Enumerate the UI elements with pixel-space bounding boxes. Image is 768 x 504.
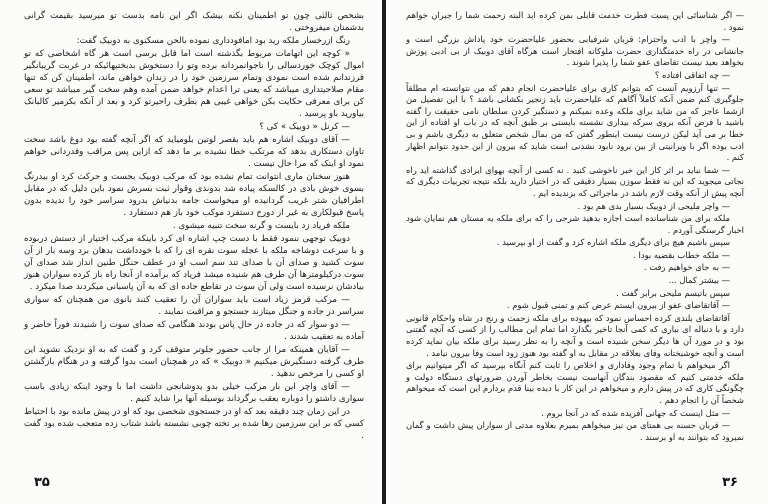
- paragraph: سپس باتیسم ملیحی برابر گفت .: [616, 287, 730, 298]
- page-number: ۳۶: [722, 475, 738, 490]
- paragraph: — قربان حسنه بی همتای من نیز میخواهم بمیرم بعلاوه مدتی از سواران پیش داشت و گمان نمیرود که بتوانند به او برسند .: [406, 420, 744, 442]
- paragraph: — به جای خواهیم رفت .: [643, 262, 730, 273]
- paragraph: بشخص ثالثی چون تو اطمینان نکنه بیشک اگر این نامه بدست تو میرسید بقیمت گرانی بدشمنان میفروختی .: [24, 11, 364, 33]
- paragraph: — اگر شناسائی این پست فطرت خدمت قابلی بمن کرده اید البته زحمت شما را جبران خواهم نمود .: [406, 10, 744, 32]
- paragraph: هنوز سخنان ماری انتوانت تمام نشده بود که مرکب دوبیک بجست و حرکت کرد او بیدرنگ بسوی خوش بادی در کالسکه پیاده شد بدوندی وقوار ثبت بسرش نمود باین دلیل که در مقابل اطرافیان شتر غریب گردانیده او میخواست جامه بدنیاش بدرود سراسر خود را ندیده بدون پاسخ قبولکاری به غیر از دورخ دستفرد موکب خود باز هم دستفارد .: [24, 172, 364, 218]
- paragraph: اگر میخواهم با تمام وجود وفاداری و اخلاص را ثابت کنم آنگاه بپرسید که اگر میتوانیم برای ملکه خدمتی کنیم که مقصود بندگان آنهاست نیست بخاطر آوردن ضرورتهای دستگاه دولت و چگونگی کاری که در پیش دارم و میخواهم در این کار با دیده بینا قدم بردارم این است که میخواهم شخصاً آن را انجام دهم .: [406, 360, 744, 405]
- left-page: [0, 0, 382, 504]
- paragraph: — بیشتر کمال ...: [668, 275, 730, 286]
- right-page: [386, 0, 768, 504]
- paragraph: رنگ ازرخسار ملکه رید بود امافودداری نموده بالحن مسکنوی به دوبیک گفت:: [76, 36, 350, 46]
- paragraph: — واچر با ادب واحترام: قربان شرفیابی بحضور علیاحضرت خود پاداش بزرگی است و جانشانی در راه خدمتگذاری حضرت ملوکانه افتخار است هرگاه آقای دوبیک از بی ادبی پوزش بخواهد بعید نیست تقاضای عفو شما را پذیرا شوند .: [406, 34, 744, 68]
- paragraph: — مثل اینست که جهانی آفریده شده که در آنجا بروم .: [541, 407, 730, 418]
- paragraph: — چه اتفاقی افتاده ؟: [654, 69, 730, 80]
- paragraph: — واچر ملیحی از دوبیک بسیار بدی هم بود .: [577, 200, 730, 211]
- paragraph: دوبیک توجهی ننمود فقط با دست چپ اشاره ای کرد باینکه مرکب اختیار از دستش دربوده و با سرعت دوشاخه ملکه با عجله سوت نقره ای را که با خودداشت بدهان برد وسه بار از آن سوت کشید و صدای آن با صدای تند سم اسب او در عطف حنگل طنین انداز شد صدای آن سوت درکیلومترها آن طرف هم شنیده میشد فریاد که برآمده از آنجا راه باز کرده سواران هنوز بیادشان نرسیده است ولی آن سوت در تقاطع جاده ای که به آن پاسبانی میکردند صدا میکرد .: [24, 234, 364, 292]
- paragraph: « کوچه این اتهامات مربوط بگذشته است اما قابل برسی است هر گاه اشخاصی که تو اموال کوچک خوردسالی را ناجوانمردانه برده وتو را دستخوش بدبختیهائیکه در غربت گریبانگیر فرزندانم شده است نمودی وتمام سرزمین خود را در زندان خواهی ماند، اطمینان کن که تنها مقام صلاحیتداری میباشد که یعنی ترا اعدام خواهد ضمن آمده وهم سخت گیر میباشد تو سعی کن برای معرفی حکایت بکن خواهی غیبی هم بطرف راحیرتو کرد و بعد از آنکه بکرمیر کالبانک بیاورید باو پرسید .: [24, 49, 364, 119]
- paragraph: — شما نباید بر اثر کار این خبر ناخوشی کنید . نه کسی از آنچه بهوای ایرادی گذاشته اید راه نجاتی میجوید که این نه فقط سوزن بسیار دقیقی که در اختیار دارید بلکه نتیجه تجربیات دیگری که آنچه پیش از آنکه وقت لازم باشد در ماجرائی که بزندیده ایم .: [406, 164, 744, 198]
- paragraph: — آقای دوبیک اشاره هم باید بقصر لوتین بلومیاید که اگر آنچه گفته بود دوغ باشد سخت تاوان دستکاری بدهد که مرتکب خطا نشیده بر ما دهد که ازاین پس مراقب وقدردانی خواهم نمود او اینک که مرا حال نیست .: [24, 135, 364, 169]
- paragraph: — آقایان همینکه مرا از جانب حضور جلوتر متوقف کرد و گفت که به او نزدیک نشوید این طرف گرفته دستگیرش میکنیم « دوبیک » که در همچنان است بدوا گرفته و در هنگام بازگشتن او کسی را مرخص ندهید .: [24, 345, 364, 379]
- paragraph: ملکه فریاد زد بایست و گرنه سخت تنبیه میشوی .: [172, 221, 350, 231]
- paragraph: — دو سوار که در جاده در حال پاس بودند هنگامی که صدای سوت را شنیدند فوراً حاضر و آماده به تعقیب شدند .: [24, 320, 364, 342]
- paragraph: — مرکب قرمز زیاد است باید سواران آن را تعقیب کنند بانوی من همچنان که سواری سراسر در جاده و جنگل میتازند جستجو و مراقبت نمایند .: [24, 295, 364, 317]
- page-number: ۳۵: [34, 475, 50, 490]
- left-page-text: [24, 10, 364, 442]
- paragraph: — تنها آرزویم آنست که بتوانم کاری برای علیاحضرت انجام دهم که من نتوانسته ام مطلقاً جلوگیری کنم ضمن آنکه کاملاً آگاهم که علیاحضرت باید زنجیر بکشانی باشد ؟ با این تفصیل من ازشما عاجز که من شاید برای ملکه وعده نمیکنم و دستگیر کردن سلطان نامی حقیقت را گفته باشید با فرض آنکه بروی سرکه بیداری نشسته بایستی بر طبق آنچه که در باب او افتاده از این خطا بر می آید لیکن درست نیست اینطور گفتن که من بمال شخص متعلق به دیگری باشم و بی ادب بوده اگر با ویرانیتی از بین برود نابود نشدنی است شاید که بیرون از این حدود نتوانم اظهار کنم .: [406, 82, 744, 163]
- paragraph: آقاتقاضای بلندی کرده احساس نمود که بیهوده برای ملکه زحمت و رنج در شاه واحکام قانونی دارد و با دنباله ای بیاری که کمی آنجا تاخیر بگذارد اما تمام این مطالب را از کسی که آنچه گفتنی بود و در مورد آن ها دیگر سخن شنیده است و آنچه را به نظر رسید برای ملکه بیان نماید کرده است و آنچه خوشبختانه وفای بعلاقه در مقابل به او گفته بود هنوز زود است وفا بیرون نیامد .: [406, 312, 744, 358]
- right-page-text: [406, 10, 744, 443]
- paragraph: در این زمان چند دقیقه بعد که او در جستجوی شخصی بود که او در پیش مانده بود با احتیاط کسی که بر این سرزمین رها شده بر تخته چوبی نشسته باشد شتاب زده متعجب شده بود گفت .: [24, 407, 364, 441]
- paragraph: — آقای واچر این بار مرکب خیلی بدو یدوشانجی داشت اما با وجود اینکه زیادی باسب سواری داشتو را دوباره بعقب برگرداند بوسیله آنها برا شاید کنیم .: [24, 382, 364, 404]
- paragraph: سپس باشیم هیچ برای دیگری ملکه اشاره کرد و گفت از او بپرسید .: [496, 237, 730, 248]
- paragraph: — ملکه خطاب بقضیه بودا .: [633, 249, 730, 260]
- paragraph: — آقاتقاضای عفو از بیرون ایستم عرض کنم و تمنی قبول شوم .: [506, 300, 730, 311]
- paragraph: ملکه برای من شناسانده است اجازه بدهید شرحی را که برای ملکه به مستان هم نمایان شود اخبار گرسنگی آوردم .: [406, 213, 744, 235]
- paragraph: — کرنل « دوبیک » کی ؟: [259, 122, 350, 132]
